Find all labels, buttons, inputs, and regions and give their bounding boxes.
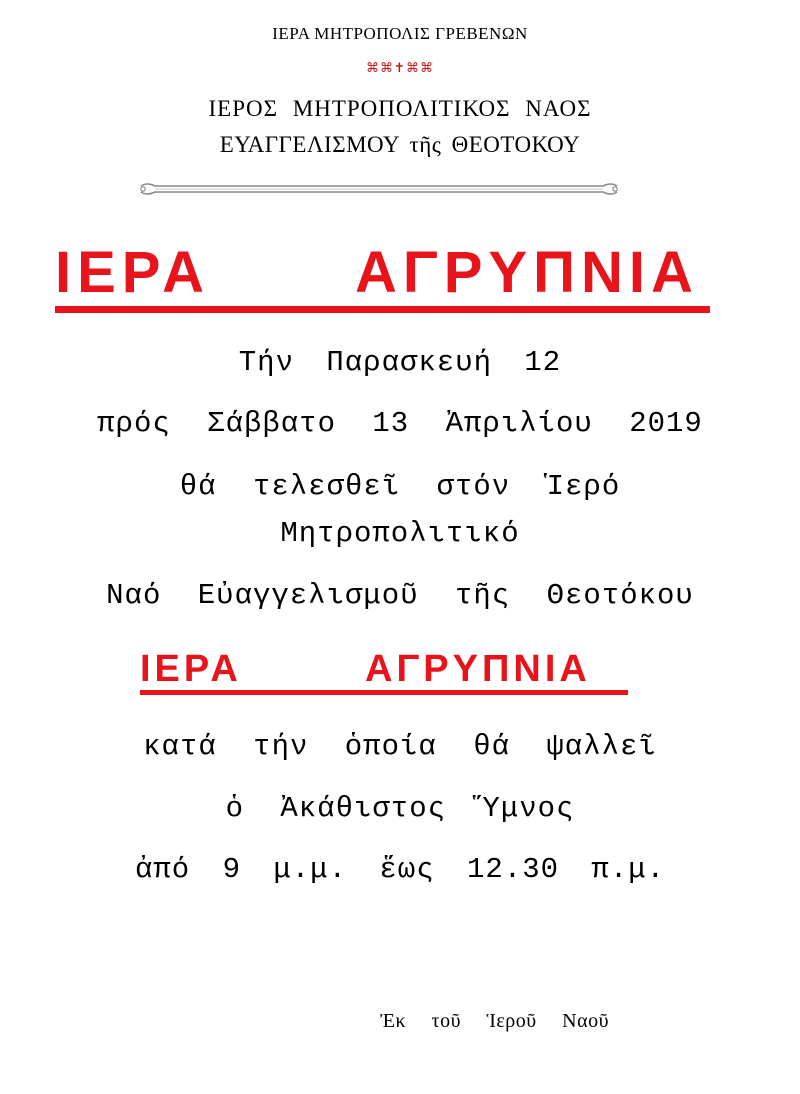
announcement-date-line2: πρός Σάββατο 13 Ἀπριλίου 2019 [97, 407, 703, 440]
announcement-time-line: ἀπό 9 μ.μ. ἕως 12.30 π.μ. [134, 853, 666, 886]
church-name-line1: ΙΕΡΟΣ ΜΗΤΡΟΠΟΛΙΤΙΚΟΣ ΝΑΟΣ [208, 96, 592, 121]
main-title-word2: ΑΓΡΥΠΝΙΑ [355, 240, 699, 305]
announcement-service-line2: ὁ Ἀκάθιστος Ὕμνος [225, 792, 575, 825]
church-name-line2: ΕΥΑΓΓΕΛΙΣΜΟΥ τῆς ΘΕΟΤΟΚΟΥ [219, 132, 581, 157]
announcement-date-line1: Τήν Παρασκευή 12 [238, 346, 562, 379]
main-title-word1: ΙΕΡΑ [55, 240, 211, 305]
metropolis-heading: ΙΕΡΑ ΜΗΤΡΟΠΟΛΙΣ ΓΡΕΒΕΝΩΝ [272, 24, 528, 43]
ornamental-divider-icon [137, 180, 621, 200]
cross-ornament-icon: ⌘⌘✝⌘⌘ [366, 60, 434, 75]
second-title-word2: ΑΓΡΥΠΝΙΑ [365, 648, 591, 690]
second-title-word1: ΙΕΡΑ [140, 648, 242, 690]
main-title-underline [55, 306, 710, 313]
announcement-service-line1: κατά τήν ὁποία θά ψαλλεῖ [143, 730, 657, 763]
second-title [140, 646, 640, 692]
second-title-underline [140, 690, 628, 695]
announcement-location-line1: θά τελεσθεῖ στόν Ἱερό [179, 470, 621, 503]
announcement-location-line3: Ναό Εὐαγγελισμοῦ τῆς Θεοτόκου [106, 579, 694, 612]
announcement-location-line2: Μητροπολιτικό [280, 517, 520, 550]
main-title [55, 240, 715, 306]
signature: Ἐκ τοῦ Ἱεροῦ Ναοῦ [380, 1010, 609, 1032]
